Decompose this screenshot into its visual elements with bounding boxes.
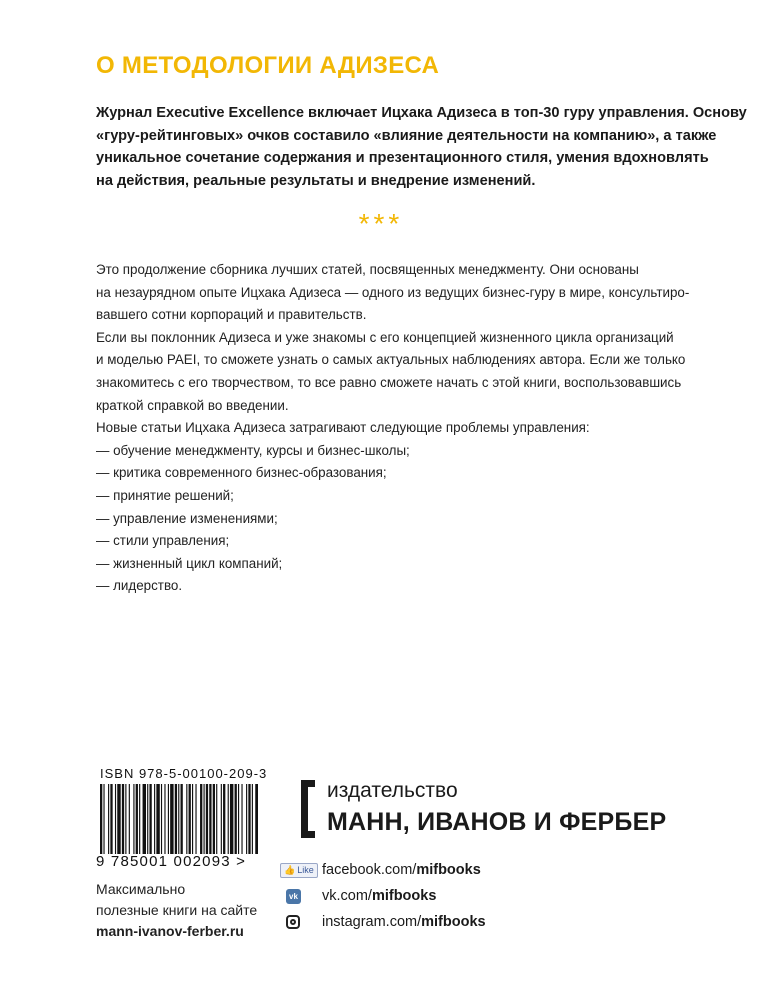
barcode-bar bbox=[143, 784, 146, 854]
list-item: — стили управления; bbox=[96, 533, 230, 549]
barcode-bar bbox=[178, 784, 179, 854]
body-line: на незаурядном опыте Ицхака Адизеса — одного из ведущих бизнес-гуру в мире, консультиро- bbox=[96, 284, 690, 300]
barcode-bar bbox=[175, 784, 177, 854]
barcode-bar bbox=[115, 784, 116, 854]
barcode-bar bbox=[181, 784, 183, 854]
barcode-bar bbox=[223, 784, 225, 854]
barcode-bar bbox=[164, 784, 165, 854]
body-line: и моделью PAEI, то сможете узнать о самых актуальных наблюдениях автора. Если же только bbox=[96, 352, 686, 368]
barcode-bar bbox=[230, 784, 233, 854]
promo-line: полезные книги на сайте bbox=[96, 902, 258, 918]
barcode-bar bbox=[154, 784, 155, 854]
barcode-bar bbox=[246, 784, 247, 854]
instagram-icon bbox=[280, 915, 322, 929]
body-line: Это продолжение сборника лучших статей, посвященных менеджменту. Они основаны bbox=[96, 262, 639, 277]
barcode-graphic bbox=[98, 784, 258, 854]
isbn-label: ISBN 978-5-00100-209-3 bbox=[100, 766, 268, 781]
list-item: — критика современного бизнес-образования; bbox=[96, 465, 387, 481]
barcode-bar bbox=[149, 784, 151, 854]
barcode-bar bbox=[133, 784, 134, 854]
intro-paragraph bbox=[96, 102, 747, 192]
barcode-bar bbox=[108, 784, 109, 854]
list-item: — принятие решений; bbox=[96, 487, 234, 503]
barcode-bar bbox=[189, 784, 191, 854]
barcode-bar bbox=[117, 784, 120, 854]
body-line: краткой справкой во введении. bbox=[96, 397, 289, 413]
barcode-bar bbox=[139, 784, 140, 854]
intro-line: на действия, реальные результаты и внедрение изменений. bbox=[96, 172, 536, 189]
barcode-bar bbox=[125, 784, 126, 854]
separator-stars: *** bbox=[358, 208, 404, 239]
barcode-bar bbox=[186, 784, 187, 854]
list-item: — жизненный цикл компаний; bbox=[96, 555, 283, 571]
barcode-bar bbox=[248, 784, 250, 854]
barcode-bar bbox=[228, 784, 229, 854]
barcode-bar bbox=[200, 784, 202, 854]
publisher-label: издательство bbox=[327, 779, 458, 802]
barcode-bar bbox=[204, 784, 205, 854]
barcode-bar bbox=[235, 784, 237, 854]
barcode-bar bbox=[168, 784, 169, 854]
barcode-bar bbox=[156, 784, 159, 854]
intro-line: Журнал Executive Excellence включает Ицхака Адизеса в топ-30 гуру управления. Основу bbox=[96, 105, 747, 121]
barcode-bar bbox=[252, 784, 253, 854]
list-item: — управление изменениями; bbox=[96, 510, 278, 526]
barcode-bar bbox=[110, 784, 112, 854]
barcode-bar bbox=[213, 784, 215, 854]
website-link[interactable]: mann-ivanov-ferber.ru bbox=[96, 923, 244, 939]
facebook-like-icon: 👍 Like bbox=[280, 863, 322, 878]
body-text bbox=[96, 259, 690, 598]
barcode-bar bbox=[103, 784, 104, 854]
barcode-bar bbox=[216, 784, 217, 854]
instagram-link[interactable]: instagram.com/ mifbooks bbox=[280, 914, 486, 930]
barcode-bar bbox=[206, 784, 208, 854]
publisher-bracket-logo bbox=[301, 780, 315, 838]
barcode-bar bbox=[192, 784, 193, 854]
barcode-bar bbox=[241, 784, 242, 854]
list-item: — обучение менеджменту, курсы и бизнес-школы; bbox=[96, 442, 410, 458]
barcode-bar bbox=[195, 784, 196, 854]
intro-line: «гуру-рейтинговых» очков составило «влияние деятельности на компанию», а также bbox=[96, 127, 717, 144]
barcode-bar bbox=[238, 784, 239, 854]
vk-icon: vk bbox=[280, 889, 322, 904]
barcode-bar bbox=[100, 784, 102, 854]
body-line: Новые статьи Ицхака Адизеса затрагивают следующие проблемы управления: bbox=[96, 420, 590, 436]
section-heading: О МЕТОДОЛОГИИ АДИЗЕСА bbox=[96, 52, 440, 79]
barcode-bar bbox=[129, 784, 130, 854]
body-line: Если вы поклонник Адизеса и уже знакомы с его концепцией жизненного цикла организаций bbox=[96, 329, 674, 345]
facebook-link[interactable]: 👍 Like facebook.com/ mifbooks bbox=[280, 862, 481, 878]
promo-line: Максимально bbox=[96, 881, 186, 897]
barcode-bar bbox=[147, 784, 148, 854]
barcode-bar bbox=[136, 784, 138, 854]
intro-line: уникальное сочетание содержания и презентационного стиля, умения вдохновлять bbox=[96, 150, 709, 166]
vk-link[interactable]: vk vk.com/ mifbooks bbox=[280, 888, 436, 904]
barcode-bar bbox=[122, 784, 124, 854]
barcode-bar bbox=[209, 784, 211, 854]
barcode-bar bbox=[221, 784, 222, 854]
barcode-bar bbox=[170, 784, 173, 854]
list-item: — лидерство. bbox=[96, 578, 183, 594]
body-line: вавшего сотни корпораций и правительств. bbox=[96, 307, 367, 323]
barcode-bar bbox=[161, 784, 162, 854]
barcode-bar bbox=[255, 784, 258, 854]
barcode-digits: 9 785001 002093 > bbox=[96, 853, 247, 870]
promo-text bbox=[96, 879, 257, 942]
publisher-name: МАНН, ИВАНОВ И ФЕРБЕР bbox=[327, 808, 667, 836]
body-line: знакомитесь с его творчеством, то все равно сможете начать с этой книги, воспользовавшись bbox=[96, 374, 682, 390]
